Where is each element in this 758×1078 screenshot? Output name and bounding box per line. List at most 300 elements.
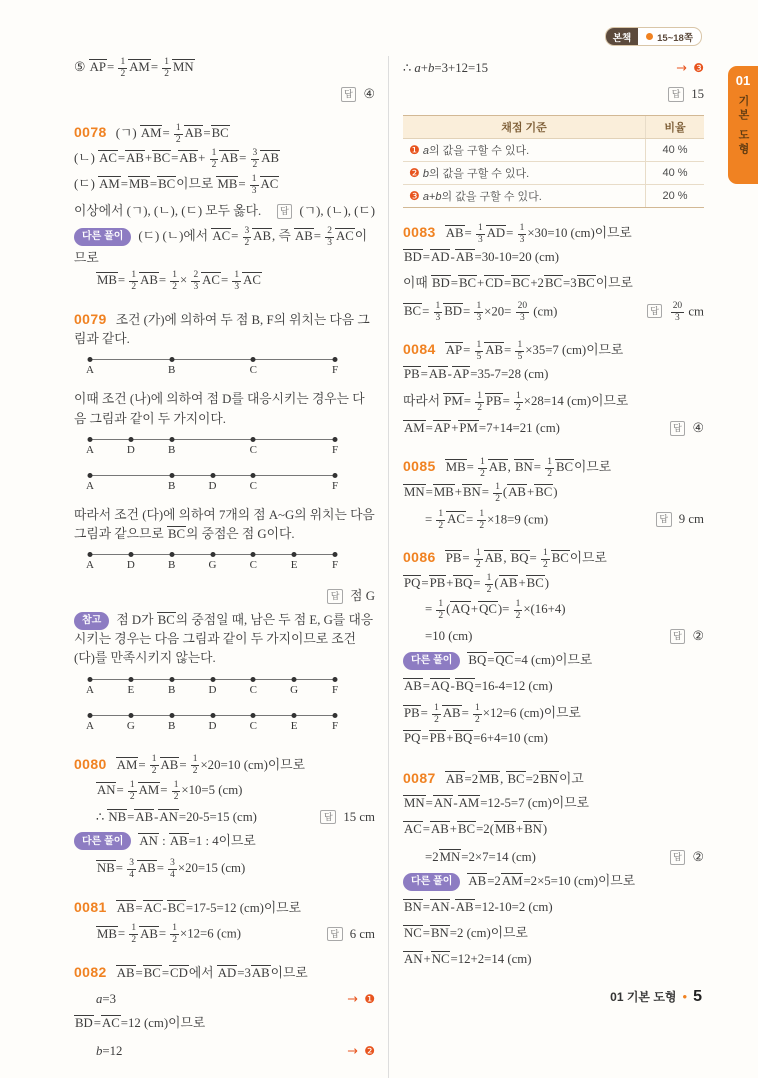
problem-0087 (403, 767, 704, 975)
solution-line (74, 987, 375, 1013)
line-answer: 답 $\frac{20}{3}$ cm (647, 301, 704, 324)
problem-number: 0081 (74, 898, 107, 915)
segment-overline: AB (295, 229, 313, 244)
segment-overline: PB (485, 394, 502, 409)
number-line (90, 439, 335, 440)
segment-overline: AB (442, 706, 461, 721)
line-answer: 답 ② (670, 627, 704, 646)
segment-overline: AN (159, 810, 178, 825)
problem-number: 0087 (403, 770, 436, 786)
math-text: ∴ NB=AB-AN=20-5=15 (cm) (96, 810, 257, 825)
problem-number: 0079 (74, 310, 107, 327)
fraction: $\frac{1}{2}$ (131, 269, 137, 292)
point-label: B (167, 719, 176, 732)
solution-line (403, 546, 704, 572)
segment-overline: MB (445, 460, 466, 474)
point-label: F (331, 443, 339, 456)
solution-line (403, 871, 704, 897)
segment-overline: AM (140, 126, 162, 140)
math-text: BD=AD-AB=30-10=20 (cm) (404, 250, 559, 264)
fraction: $\frac{1}{2}$ (547, 456, 552, 479)
point-label: A (86, 559, 94, 572)
point-dot (169, 437, 174, 442)
math-text: BQ=QC=4 (cm)이므로 (468, 653, 593, 667)
answer-box-icon: 답 (670, 850, 686, 864)
solution-continuation (74, 56, 375, 108)
point-dot (88, 473, 93, 478)
solution-line (74, 505, 375, 545)
point-dot (169, 473, 174, 478)
segment-overline: BQ (468, 653, 487, 667)
segment-overline: BC (158, 177, 176, 192)
segment-overline: BC (544, 276, 563, 290)
segment-overline: MN (439, 850, 461, 865)
solution-line (403, 702, 704, 728)
line-answer: 답 ④ (341, 85, 375, 104)
math-text: 따라서 PM= $\frac{1}{2}$ PB= $\frac{1}{2}$ ×28=14 (cm)이므로 (403, 391, 629, 413)
point-dot (210, 713, 215, 718)
point-label: C (249, 559, 257, 572)
number-line-figure (86, 709, 339, 740)
segment-overline: PQ (404, 731, 421, 745)
math-text: (ㄱ) AM= $\frac{1}{2}$ AB=BC (115, 122, 229, 145)
fraction: $\frac{1}{2}$ (438, 599, 444, 621)
solution-line (74, 225, 375, 269)
fraction: $\frac{1}{2}$ (434, 703, 439, 725)
math-text: 따라서 조건 (다)에 의하여 7개의 점 A~G의 위치는 다음 그림과 같으므로 BC의 중점은 점 G이다. (74, 507, 375, 541)
point-label: C (249, 683, 257, 696)
segment-overline: AB (431, 822, 449, 836)
chapter-number: 01 (735, 73, 751, 88)
point-label: C (249, 364, 257, 377)
problem-number: 0085 (403, 458, 436, 474)
segment-overline: AB (160, 757, 179, 772)
fraction: $\frac{1}{2}$ (495, 482, 500, 504)
fraction: $\frac{1}{2}$ (515, 599, 521, 621)
segment-overline: BC (143, 965, 161, 980)
math-text: AN+NC=12+2=14 (cm) (404, 952, 532, 966)
answer-box-icon: 답 (668, 87, 684, 101)
math-text: AB=AC-BC=17-5=12 (cm)이므로 (116, 900, 302, 915)
point-label: E (290, 559, 298, 572)
page-range-label: 15~18쪽 (657, 32, 693, 44)
segment-overline: AM (138, 782, 160, 797)
segment-overline: CD (170, 965, 188, 980)
page-reference-badge (605, 27, 702, 46)
segment-overline: AB (508, 485, 526, 500)
fraction: $\frac{2}{3}$ (327, 226, 332, 248)
footer-page-number: 5 (693, 988, 702, 1005)
math-text: ∴ a+b=3+12=15 (403, 61, 489, 76)
segment-overline: AC (260, 177, 279, 192)
solution-line (74, 389, 375, 429)
point-label: A (86, 443, 94, 456)
solution-line (403, 56, 704, 82)
problem-0079 (74, 308, 375, 740)
math-text: (ㄴ) AC=AB+BC=AB+ $\frac{1}{2}$ AB= $\frac{3}{2}$ AB (74, 148, 280, 170)
segment-overline: BC (512, 276, 530, 290)
fraction: $\frac{1}{2}$ (477, 391, 482, 413)
fraction: $\frac{20}{3}$ (517, 300, 528, 323)
segment-overline: AN (431, 900, 450, 914)
point-dot (251, 437, 256, 442)
segment-overline: BN (462, 485, 481, 500)
point-dot (333, 357, 338, 362)
solution-line (74, 805, 375, 831)
solution-line (403, 819, 704, 845)
line-answer: 답 15 cm (320, 808, 375, 827)
circled-number: ❷ (409, 166, 420, 180)
math-text: AM=AP+PM=7+14=21 (cm) (404, 421, 560, 436)
point-dot (169, 357, 174, 362)
segment-overline: AB (140, 273, 158, 288)
fraction: $\frac{1}{3}$ (251, 174, 257, 196)
circled-number: ❸ (409, 189, 420, 203)
problem-0081 (74, 896, 375, 948)
line-answer: 답 9 cm (656, 510, 704, 529)
math-text: PB=AB-AP=35-7=28 (cm) (404, 367, 549, 381)
segment-overline: AB (404, 679, 422, 693)
segment-overline: BN (404, 900, 422, 914)
scoring-table-header: 비율 (646, 116, 705, 139)
left-column (74, 56, 375, 1078)
solution-line (403, 793, 704, 819)
segment-overline: AC (143, 900, 162, 915)
answer-box-icon: 답 (670, 629, 686, 643)
line-answer (347, 990, 375, 1009)
fraction: $\frac{1}{3}$ (435, 300, 441, 323)
segment-overline: PM (444, 394, 463, 409)
segment-overline: AB (137, 860, 156, 875)
problem-number: 0086 (403, 549, 436, 565)
problem-0078 (74, 121, 375, 295)
fraction: $\frac{1}{2}$ (486, 573, 492, 595)
math-text: AB=BC=CD에서 AD=3AB이므로 (116, 965, 308, 980)
solution-line (403, 624, 704, 650)
math-text: PB= $\frac{1}{2}$ AB= $\frac{1}{2}$ ×12=6 (cm)이므로 (404, 703, 581, 725)
math-text: =10 (cm) (425, 629, 473, 644)
problem-number: 0082 (74, 963, 107, 980)
math-text: PB= $\frac{1}{2}$ AB, BQ= $\frac{1}{2}$ BC이므로 (445, 547, 607, 570)
point-dot (333, 437, 338, 442)
point-label: F (331, 364, 339, 377)
segment-overline: CD (485, 276, 504, 290)
segment-overline: AB (468, 874, 487, 888)
solution-line (403, 82, 704, 108)
method-badge: 다른 풀이 (74, 228, 131, 246)
segment-overline: PB (404, 706, 420, 721)
math-text: NB= $\frac{3}{4}$ AB= $\frac{3}{4}$ ×20=15 (cm) (97, 857, 246, 880)
math-text: = $\frac{1}{2}$ AC= $\frac{1}{2}$ ×18=9 (cm) (425, 508, 549, 531)
point-dot (128, 552, 133, 557)
segment-overline: BC (555, 460, 574, 474)
fraction: $\frac{1}{2}$ (475, 547, 481, 570)
solution-line (403, 676, 704, 702)
segment-overline: AB (184, 126, 203, 140)
segment-overline: AC (212, 229, 231, 244)
point-label: D (208, 479, 217, 492)
ratio-cell: 20 % (646, 185, 705, 208)
math-text: PQ=PB+BQ=6+4=10 (cm) (404, 731, 548, 745)
segment-overline: BQ (510, 551, 529, 565)
line-answer: 답 ④ (670, 419, 704, 438)
solution-line (403, 455, 704, 481)
segment-overline: AB (220, 151, 239, 166)
footer-chapter-label: 01 기본 도형 (610, 990, 677, 1004)
point-dot (128, 437, 133, 442)
segment-overline: AC (447, 511, 465, 526)
segment-overline: AQ (451, 602, 470, 617)
point-dot (128, 677, 133, 682)
point-label: F (331, 479, 339, 492)
segment-overline: BD (404, 250, 422, 264)
segment-overline: AP (433, 421, 451, 436)
solution-line (403, 598, 704, 624)
segment-overline: AM (458, 796, 480, 810)
segment-overline: AB (499, 576, 518, 591)
point-dot (333, 677, 338, 682)
math-text: AB= $\frac{1}{3}$ AD= $\frac{1}{3}$ ×30=10 (cm)이므로 (445, 222, 632, 245)
segment-overline: BQ (454, 731, 473, 745)
math-text: ⑤ AP= $\frac{1}{2}$ AM= $\frac{1}{2}$ MN (74, 57, 194, 79)
segment-overline: BC (167, 526, 186, 541)
segment-overline: BQ (455, 679, 474, 693)
math-text: AB=AQ-BQ=16-4=12 (cm) (404, 679, 553, 693)
point-label: G (208, 559, 217, 572)
point-label: E (290, 719, 298, 732)
problem-0083 (403, 221, 704, 325)
criterion-cell: ❸ a+b의 값을 구할 수 있다. (403, 185, 646, 208)
fraction: $\frac{1}{2}$ (172, 269, 178, 292)
segment-overline: AB (253, 229, 272, 244)
fraction: $\frac{1}{2}$ (164, 57, 169, 79)
segment-overline: BC (157, 613, 175, 628)
segment-overline: BC (167, 900, 185, 915)
math-text: MN=AN-AM=12-5=7 (cm)이므로 (404, 796, 589, 810)
segment-overline: AB (261, 151, 280, 166)
fraction: $\frac{1}{2}$ (480, 456, 485, 479)
point-dot (88, 713, 93, 718)
segment-overline: AM (116, 757, 138, 772)
segment-overline: PB (429, 576, 446, 591)
point-label: A (86, 719, 94, 732)
point-dot (292, 677, 297, 682)
solution-line (74, 147, 375, 173)
line-answer (347, 1042, 375, 1061)
segment-overline: MB (494, 822, 515, 836)
chapter-side-tab (728, 66, 758, 184)
solution-line (403, 728, 704, 754)
fraction: $\frac{1}{2}$ (475, 703, 480, 725)
point-label: E (127, 683, 135, 696)
segment-overline: MB (433, 485, 454, 500)
point-dot (210, 552, 215, 557)
solution-line (74, 1013, 375, 1039)
problem-number: 0083 (403, 224, 436, 240)
segment-overline: AC (404, 822, 422, 836)
arrow-icon: → (676, 61, 688, 77)
fraction: $\frac{3}{4}$ (129, 857, 134, 880)
problem-0084 (403, 338, 704, 442)
solution-line (403, 481, 704, 507)
line-answer (676, 59, 704, 78)
segment-overline: AB (485, 343, 504, 357)
method-badge: 다른 풀이 (403, 652, 460, 670)
segment-overline: PM (459, 421, 478, 436)
line-answer: 답 6 cm (327, 925, 375, 944)
segment-overline: AB (445, 226, 464, 240)
number-line-figure (86, 673, 339, 704)
point-label: D (126, 559, 135, 572)
segment-overline: PB (445, 551, 462, 565)
solution-line (74, 779, 375, 805)
math-text: MN=MB+BN= $\frac{1}{2}$ (AB+BC) (404, 482, 558, 504)
math-text: AN= $\frac{1}{2}$ AM= $\frac{1}{2}$ ×10=5 (cm) (97, 779, 243, 802)
point-label: A (86, 479, 94, 492)
number-line (90, 359, 335, 360)
point-label: B (167, 559, 176, 572)
answer-box-icon: 답 (327, 589, 343, 603)
segment-overline: MB (97, 926, 117, 941)
solution-line (74, 753, 375, 779)
point-dot (333, 552, 338, 557)
solution-line (74, 82, 375, 108)
point-label: C (249, 443, 257, 456)
point-label: G (290, 683, 299, 696)
number-line-figure (86, 433, 339, 464)
solution-line (403, 949, 704, 975)
segment-overline: AC (99, 151, 117, 166)
fraction: $\frac{1}{2}$ (192, 754, 198, 777)
fraction: $\frac{1}{3}$ (476, 300, 482, 323)
segment-overline: AB (488, 460, 507, 474)
solution-line (74, 922, 375, 948)
line-answer: 답 ② (670, 848, 704, 867)
solution-line (74, 584, 375, 610)
math-text: =2MN=2×7=14 (cm) (425, 850, 536, 865)
segment-overline: NB (97, 860, 115, 875)
segment-overline: AM (99, 177, 120, 192)
segment-overline: BC (577, 276, 595, 290)
segment-overline: AP (452, 367, 470, 381)
method-badge: 다른 풀이 (74, 832, 131, 850)
solution-line (74, 1039, 375, 1065)
segment-overline: AM (129, 60, 150, 75)
fraction: $\frac{1}{2}$ (172, 923, 178, 946)
arrow-icon: → (347, 1044, 359, 1060)
math-text: 이때 조건 (나)에 의하여 점 D를 대응시키는 경우는 다음 그림과 같이 두 가지이다. (74, 392, 365, 426)
solution-line (74, 269, 375, 295)
segment-overline: AB (428, 367, 447, 381)
point-label: F (331, 683, 339, 696)
segment-overline: AC (335, 229, 354, 244)
segment-overline: AB (169, 833, 188, 848)
method-badge: 다른 풀이 (403, 873, 460, 891)
criterion-cell: ❶ a의 값을 구할 수 있다. (403, 139, 646, 162)
segment-overline: BC (153, 151, 171, 166)
segment-overline: NC (431, 952, 450, 966)
solution-line (403, 273, 704, 299)
fraction: $\frac{1}{2}$ (438, 508, 444, 531)
solution-line (403, 572, 704, 598)
scoring-table-row (403, 162, 704, 185)
answer-box-icon: 답 (670, 421, 686, 435)
math-text: AN : AB=1 : 4이므로 (139, 833, 256, 848)
solution-line (403, 650, 704, 676)
segment-overline: AD (486, 226, 506, 240)
fraction: $\frac{20}{3}$ (672, 300, 683, 323)
segment-overline: NC (404, 926, 422, 940)
circled-number: ❸ (693, 61, 704, 76)
point-dot (251, 713, 256, 718)
solution-line (74, 831, 375, 857)
right-column (388, 56, 704, 1078)
point-label: C (249, 719, 257, 732)
math-text: NC=BN=2 (cm)이므로 (404, 926, 528, 940)
solution-continuation (403, 56, 704, 208)
segment-overline: BC (458, 276, 477, 290)
scoring-table-row (403, 185, 704, 208)
segment-overline: AC (243, 273, 261, 288)
point-label: B (167, 443, 176, 456)
math-text: (ㄷ) AM=MB=BC이므로 MB= $\frac{1}{3}$ AC (74, 174, 279, 196)
segment-overline: AB (116, 965, 135, 980)
point-dot (128, 713, 133, 718)
math-text: BN=AN-AB=12-10=2 (cm) (404, 900, 553, 914)
segment-overline: AB (455, 250, 474, 264)
point-dot (292, 713, 297, 718)
point-dot (210, 473, 215, 478)
segment-overline: BD (431, 276, 450, 290)
math-text: 조건 (가)에 의하여 두 점 B, F의 위치는 다음 그림과 같다. (74, 312, 370, 347)
point-dot (88, 677, 93, 682)
math-text: a=3 (96, 992, 117, 1007)
fraction: $\frac{3}{2}$ (244, 226, 250, 248)
point-label: A (86, 364, 94, 377)
segment-overline: AN (404, 952, 423, 966)
solution-line (403, 507, 704, 533)
segment-overline: AB (251, 965, 270, 980)
segment-overline: AB (116, 900, 135, 915)
math-text: AC=AB+BC=2(MB+BN) (404, 822, 548, 836)
problem-number: 0080 (74, 755, 107, 772)
fraction: $\frac{1}{2}$ (542, 547, 548, 570)
point-label: G (126, 719, 135, 732)
answer-box-icon: 답 (647, 304, 663, 318)
problem-0085 (403, 455, 704, 533)
fraction: $\frac{1}{2}$ (131, 923, 137, 946)
segment-overline: AP (89, 60, 107, 75)
segment-overline: NB (108, 810, 127, 825)
segment-overline: BC (535, 485, 553, 500)
page-range (638, 30, 701, 44)
segment-overline: MB (128, 177, 149, 192)
math-text: = $\frac{1}{2}$ (AQ+QC)= $\frac{1}{2}$ ×(16+4) (425, 599, 566, 621)
segment-overline: BN (515, 460, 533, 474)
ratio-cell: 40 % (646, 162, 705, 185)
solution-line (74, 308, 375, 350)
point-dot (88, 437, 93, 442)
fraction: $\frac{1}{3}$ (234, 269, 240, 292)
segment-overline: AB (484, 551, 503, 565)
fraction: $\frac{1}{2}$ (479, 508, 485, 531)
segment-overline: BD (75, 1015, 93, 1030)
circled-number: ❷ (364, 1044, 375, 1059)
point-dot (210, 677, 215, 682)
math-text: 이때 BD=BC+CD=BC+2BC=3BC이므로 (403, 276, 633, 290)
segment-overline: AB (140, 926, 158, 941)
segment-overline: PB (404, 367, 420, 381)
